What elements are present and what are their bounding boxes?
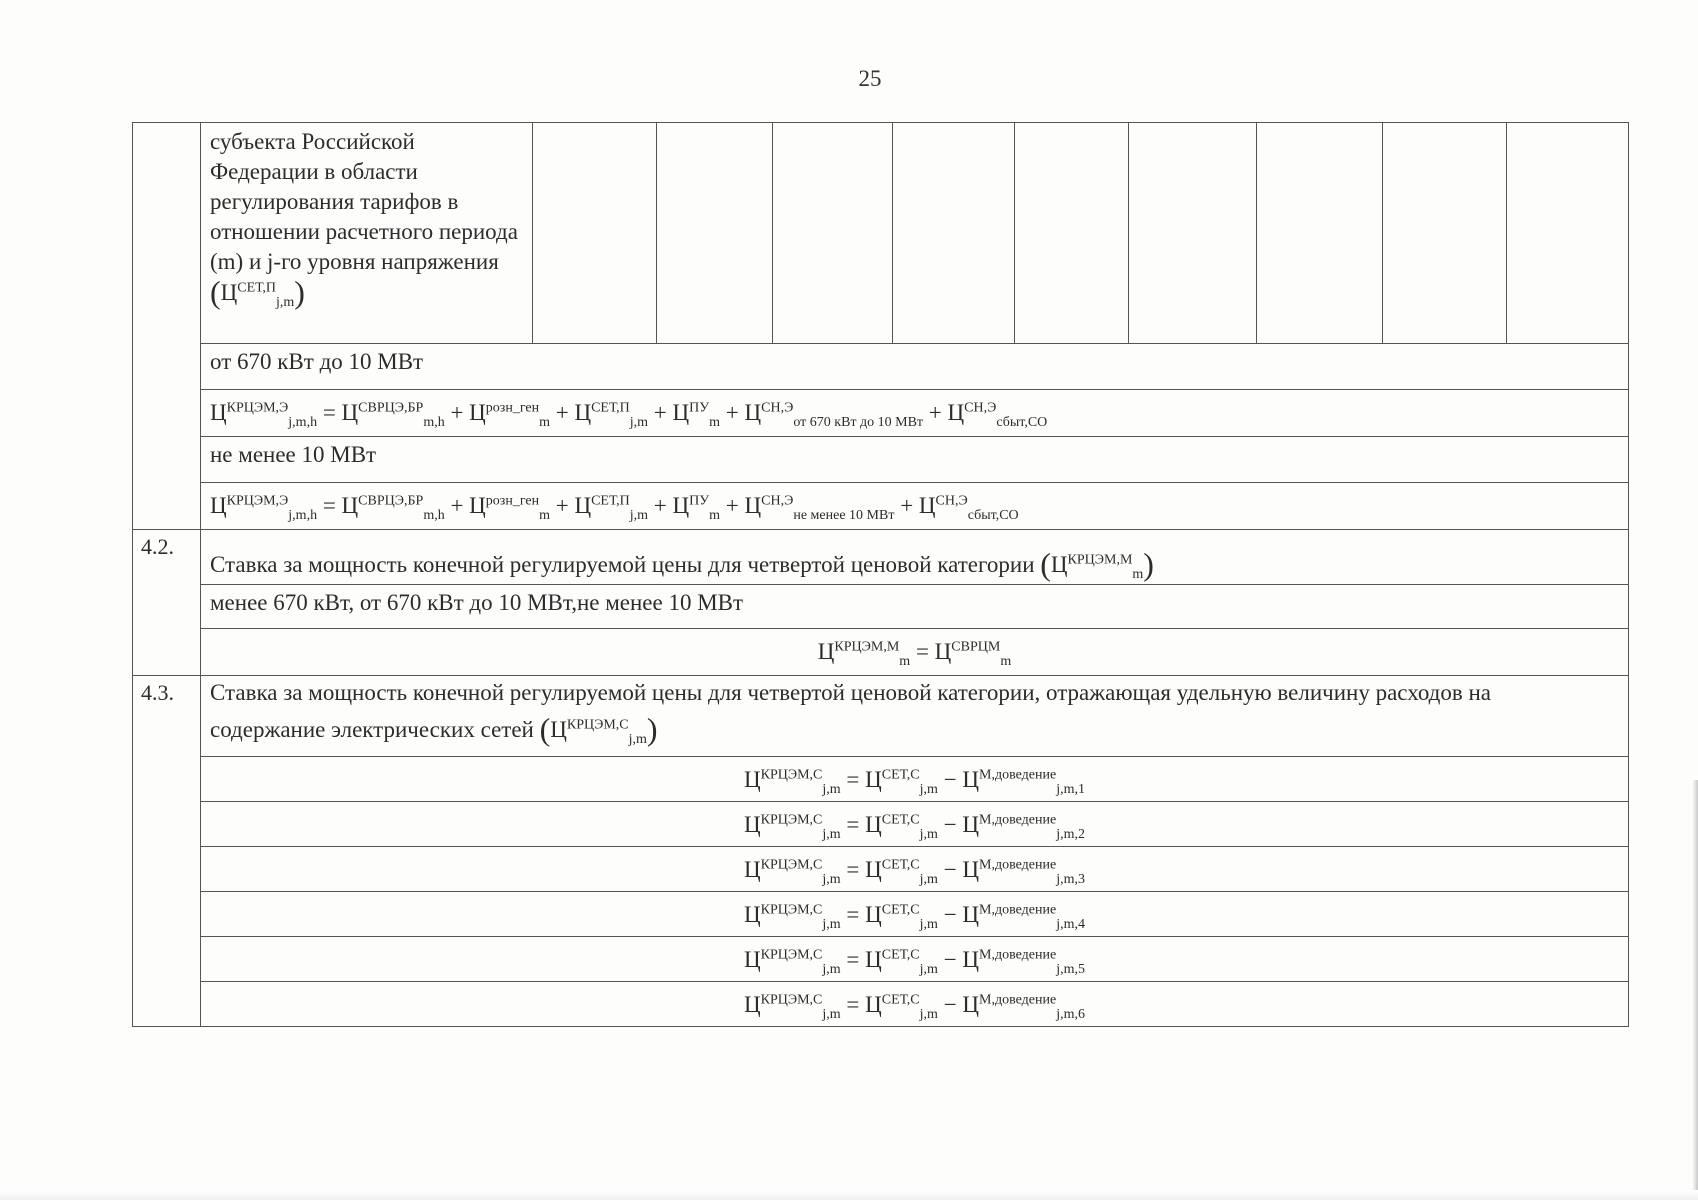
band-label: от 670 кВт до 10 МВт — [201, 344, 1629, 390]
value-cell — [1015, 123, 1129, 344]
table-row — [133, 585, 1629, 629]
table-row — [133, 892, 1629, 937]
page-number: 25 — [858, 66, 882, 91]
formula: $Ц^{КРЦЭМ,Э}_{j,m,h} = Ц^{СВРЦЭ,БР}_{m,h} + Ц^{розн\_ген}_m + Ц^{СЕТ,П}_{j,m} + Ц^{ПУ}_m + Ц^{СН,Э}_{не менее 10 МВт} + Ц^{СН,Э}_{сбыт,СО}$ — [210, 493, 1019, 523]
value-cell — [1129, 123, 1257, 344]
row-number: 4.2. — [133, 530, 201, 676]
formula: $Ц^{КРЦЭМ,С}_{j,m} = Ц^{СЕТ,С}_{j,m} - Ц^{М,доведение}_{j,m,2}$ — [744, 812, 1085, 842]
table-row — [133, 483, 1629, 530]
value-cell — [773, 123, 893, 344]
tariff-table — [132, 122, 1629, 1027]
row-number: 4.3. — [133, 676, 201, 1027]
table-row — [133, 937, 1629, 982]
formula: $Ц^{КРЦЭМ,М}_m = Ц^{СВРЦМ}_m$ — [817, 639, 1012, 669]
value-cell — [533, 123, 657, 344]
table-row — [133, 344, 1629, 390]
row-label-text: субъекта Российской Федерации в области регулирования тарифов в отношении расчетного периода (m) и j-го уровня напряжения — [210, 129, 518, 274]
item-symbol: $(Ц^{КРЦЭМ,С}_{j,m})$ — [539, 711, 658, 747]
value-cell — [893, 123, 1015, 344]
item-title: Ставка за мощность конечной регулируемой цены для четвертой ценовой категории — [210, 552, 1035, 577]
band-label: не менее 10 МВт — [201, 437, 1629, 483]
table-row — [133, 757, 1629, 802]
row-label-cell — [201, 123, 533, 344]
item-title-line: содержание электрических сетей — [210, 717, 534, 742]
value-cell — [657, 123, 773, 344]
table-row — [133, 390, 1629, 437]
table-row — [133, 629, 1629, 676]
table-row — [133, 847, 1629, 892]
value-cell — [1383, 123, 1507, 344]
scan-edge-shadow — [1692, 780, 1698, 1200]
band-label: менее 670 кВт, от 670 кВт до 10 МВт,не менее 10 МВт — [201, 585, 1629, 629]
table-row — [133, 437, 1629, 483]
table-row — [133, 123, 1629, 344]
scan-bottom-shadow — [0, 1190, 1698, 1200]
item-title-line: Ставка за мощность конечной регулируемой цены для четвертой ценовой категории, отражающая удельную величину расходов на — [210, 680, 1491, 705]
table-row — [133, 676, 1629, 757]
item-symbol: $(Ц^{КРЦЭМ,М}_m)$ — [1040, 546, 1154, 582]
formula: $Ц^{КРЦЭМ,Э}_{j,m,h} = Ц^{СВРЦЭ,БР}_{m,h} + Ц^{розн\_ген}_m + Ц^{СЕТ,П}_{j,m} + Ц^{ПУ}_m + Ц^{СН,Э}_{от 670 кВт до 10 МВт} + Ц^{СН,Э}_{сбыт,СО}$ — [210, 400, 1048, 430]
formula: $Ц^{КРЦЭМ,С}_{j,m} = Ц^{СЕТ,С}_{j,m} - Ц^{М,доведение}_{j,m,1}$ — [744, 767, 1085, 797]
table-row — [133, 530, 1629, 585]
formula: $Ц^{КРЦЭМ,С}_{j,m} = Ц^{СЕТ,С}_{j,m} - Ц^{М,доведение}_{j,m,5}$ — [744, 947, 1085, 977]
table-row — [133, 982, 1629, 1027]
row-label-symbol: $(Ц^{СЕТ,П}_{j,m})$ — [210, 274, 305, 310]
formula: $Ц^{КРЦЭМ,С}_{j,m} = Ц^{СЕТ,С}_{j,m} - Ц^{М,доведение}_{j,m,4}$ — [744, 902, 1085, 932]
value-cell — [1507, 123, 1629, 344]
formula: $Ц^{КРЦЭМ,С}_{j,m} = Ц^{СЕТ,С}_{j,m} - Ц^{М,доведение}_{j,m,3}$ — [744, 857, 1085, 887]
formula: $Ц^{КРЦЭМ,С}_{j,m} = Ц^{СЕТ,С}_{j,m} - Ц^{М,доведение}_{j,m,6}$ — [744, 992, 1085, 1022]
table-row — [133, 802, 1629, 847]
value-cell — [1257, 123, 1383, 344]
row-number-cell — [133, 123, 201, 530]
